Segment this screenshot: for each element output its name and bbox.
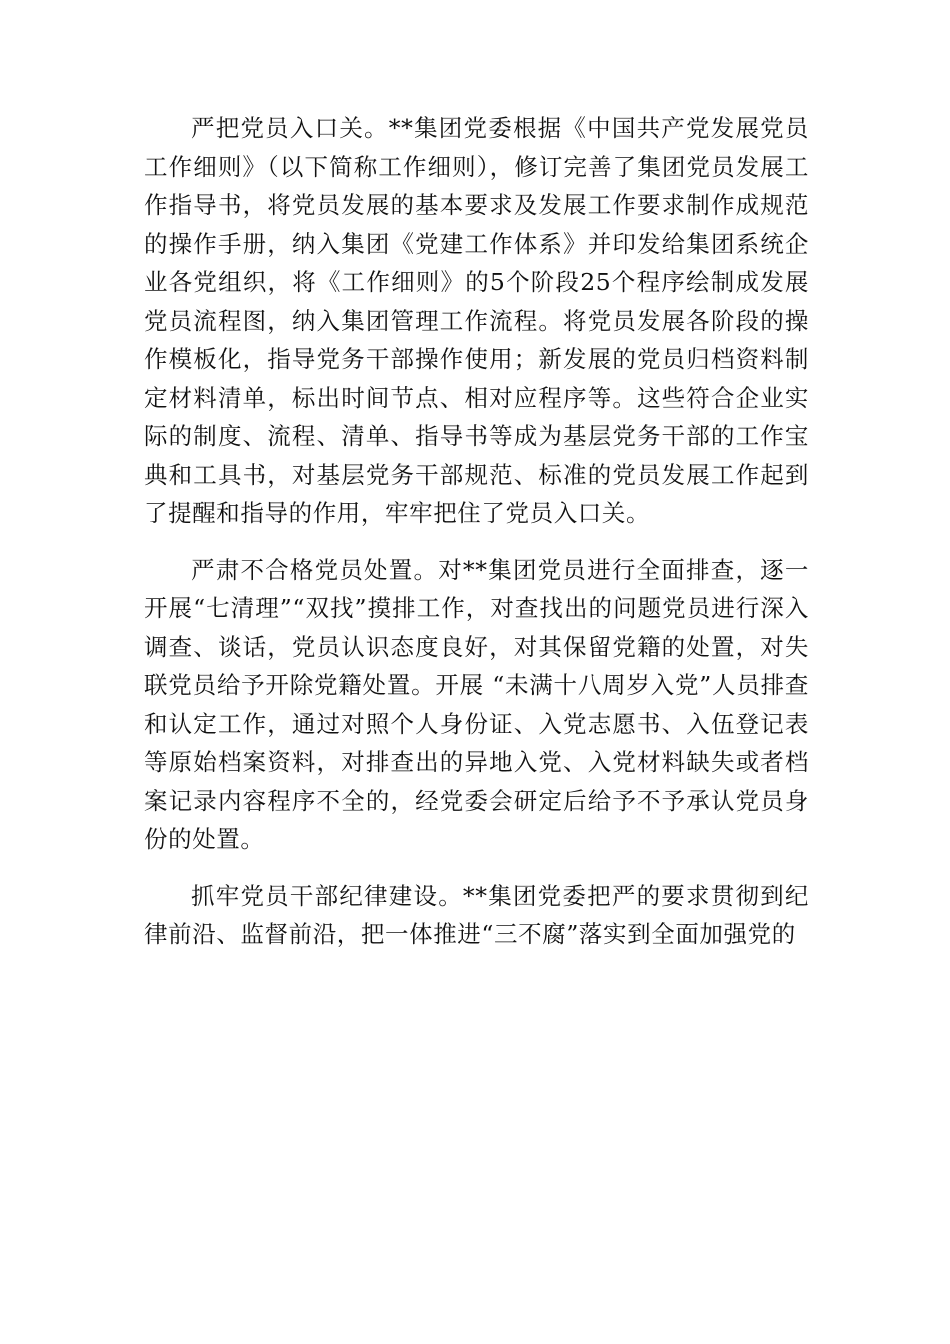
paragraph-unqualified-member-handling: 严肃不合格党员处置。对**集团党员进行全面排查，逐一开展“七清理”“双找”摸排工作，对查找出的问题党员进行深入调查、谈话，党员认识态度良好，对其保留党籍的处置，对失联党员给予开除党籍处置。开展 “未满十八周岁入党”人员排查和认定工作，通过对照个人身份证、入党志愿书、入伍登记表等原始档案资料，对排查出的异地入党、入党材料缺失或者档案记录内容程序不全的，经党委会研定后给予不予承认党员身份的处置。: [144, 555, 809, 853]
paragraph-party-member-entry: 严把党员入口关。**集团党委根据《中国共产党发展党员工作细则》（以下简称工作细则），修订完善了集团党员发展工作指导书，将党员发展的基本要求及发展工作要求制作成规范的操作手册，纳入集团《党建工作体系》并印发给集团系统企业各党组织，将《工作细则》的5个阶段25个程序绘制成发展党员流程图，纳入集团管理工作流程。将党员发展各阶段的操作模板化，指导党务干部操作使用；新发展的党员归档资料制定材料清单，标出时间节点、相对应程序等。这些符合企业实际的制度、流程、清单、指导书等成为基层党务干部的工作宝典和工具书，对基层党务干部规范、标准的党员发展工作起到了提醒和指导的作用，牢牢把住了党员入口关。: [144, 114, 809, 527]
document-body: [144, 109, 809, 954]
paragraph-discipline-building: 抓牢党员干部纪律建设。**集团党委把严的要求贯彻到纪律前沿、监督前沿，把一体推进“三不腐”落实到全面加强党的: [144, 881, 809, 948]
